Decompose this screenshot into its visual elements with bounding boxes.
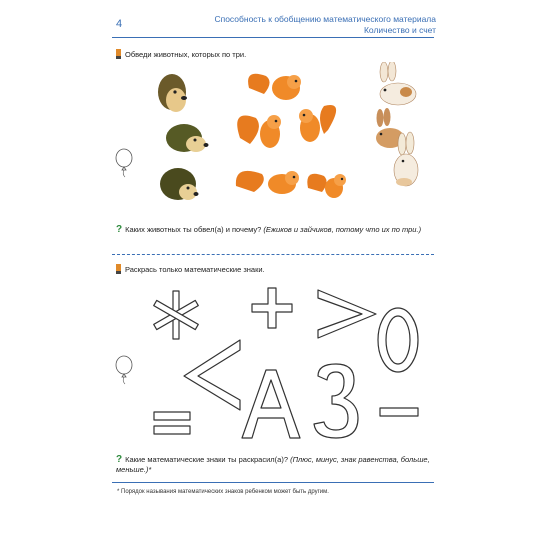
page-number: 4 — [116, 18, 123, 30]
task1-answer: (Ежиков и зайчиков, потому что их по три.) — [263, 225, 422, 234]
header-title-line2: Количество и счет — [363, 25, 436, 35]
footnote: * Порядок называния математических знаков ребенком может быть другим. — [117, 489, 329, 495]
hedgehog-icon — [158, 74, 187, 112]
task1-question — [116, 225, 432, 235]
rabbit-group[interactable] — [370, 62, 432, 192]
task2-instruction-text: Раскрась только математические знаки. — [125, 265, 265, 274]
task2-question-text: Какие математические знаки ты раскрасил(а)? — [125, 455, 288, 464]
greater-than-symbol[interactable] — [318, 290, 376, 338]
hedgehog-group[interactable] — [150, 72, 220, 207]
three-symbol[interactable] — [314, 364, 358, 438]
rabbit-icon — [380, 62, 416, 105]
pencil-icon — [116, 49, 121, 59]
equals-symbol[interactable] — [154, 412, 190, 434]
header-title-line1: Способность к обобщению математического материала — [214, 14, 436, 24]
squirrel-icon — [236, 171, 299, 194]
balloon-icon — [113, 148, 135, 178]
less-than-symbol[interactable] — [184, 340, 240, 410]
squirrel-icon — [299, 105, 336, 142]
balloon-icon — [113, 355, 135, 385]
task1-instruction — [116, 50, 246, 59]
task2-answer: (Плюс, минус, знак равенства, больше, меньше.)* — [116, 455, 430, 474]
task1-instruction-text: Обведи животных, которых по три. — [125, 50, 247, 59]
hedgehog-icon — [166, 124, 209, 152]
question-mark-icon: ? — [116, 224, 123, 235]
squirrel-icon — [307, 174, 346, 198]
minus-symbol[interactable] — [380, 408, 418, 416]
header-rule — [112, 37, 434, 38]
asterisk-symbol[interactable] — [154, 291, 199, 339]
task1-question-text: Каких животных ты обвел(а) и почему? — [125, 225, 262, 234]
page-header — [214, 14, 436, 36]
hedgehog-icon — [160, 168, 199, 200]
task2-instruction — [116, 265, 265, 274]
question-mark-icon: ? — [116, 454, 123, 465]
squirrel-group[interactable] — [234, 66, 352, 201]
letter-a-symbol[interactable] — [242, 370, 300, 438]
pencil-icon — [116, 264, 121, 274]
plus-symbol[interactable] — [252, 288, 292, 328]
squirrel-icon — [237, 115, 281, 148]
squirrel-icon — [248, 74, 301, 100]
section-divider — [112, 254, 434, 255]
footnote-rule — [112, 482, 434, 483]
task2-question — [116, 455, 432, 475]
symbols-area — [140, 280, 435, 450]
